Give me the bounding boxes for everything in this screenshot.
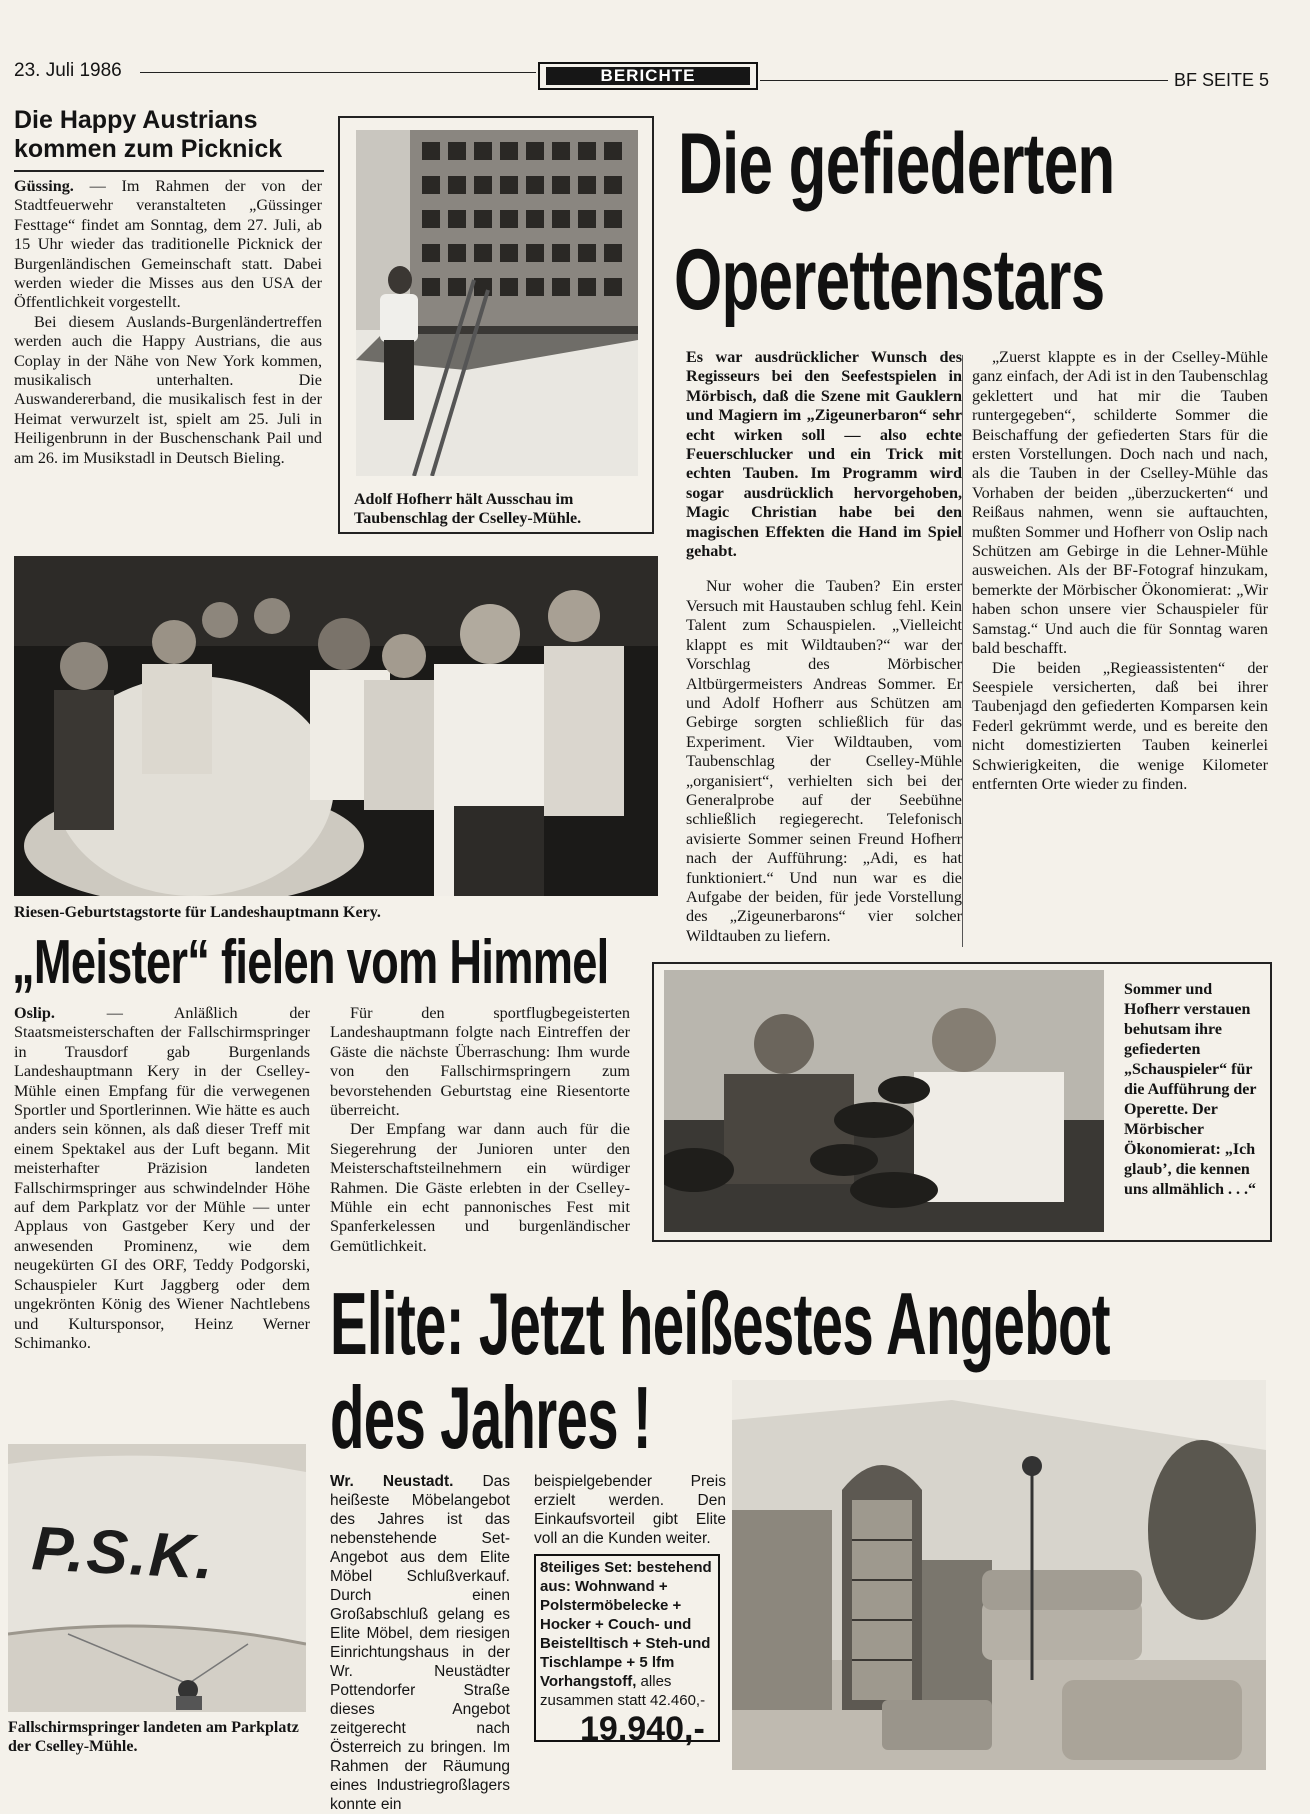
elite-offer-items: 8teiliges Set: bestehend aus: Wohnwand + Polstermöbelecke + Hocker + Couch- und Beistelltisch + Steh-und Tischlampe + 5 lfm Vorhangstoff, [540, 1559, 712, 1690]
tauben-column-rule [962, 355, 963, 947]
elite-col-2 [534, 1472, 726, 1548]
picknick-rule [14, 170, 324, 172]
tauben-headline-1: Die gefiederten [678, 116, 1115, 212]
tauben-headline-2: Operettenstars [674, 232, 1105, 328]
meister-headline: „Meister“ fielen vom Himmel [12, 928, 609, 997]
meister-p3: Der Empfang war dann auch für die Siegerehrung der Junioren unter den Meisterschaftsteilnehmern ein würdiger Rahmen. Die Gäste erlebten in der Cselley-Mühle ein echt pannonisches Fest mit Spanferkelessen und burgenländischer Gemütlichkeit. [330, 1120, 630, 1255]
picknick-body [14, 177, 322, 468]
meister-dateline: Oslip. [14, 1004, 55, 1022]
issue-date: 23. Juli 1986 [14, 60, 122, 81]
elite-headline-2: des Jahres ! [330, 1368, 652, 1467]
section-box [538, 62, 758, 90]
picknick-p2: Bei diesem Auslands-Burgenländertreffen werden auch die Happy Austrians, die aus Coplay in der Nähe von New York kommen, musikalisch unterhalten. Die Auswandererband, die musikalisch fest in der Heimat verwurzelt ist, spielt am 25. Juli in Heiligenbrunn in der Buschenschank Pail und am 26. im Musikstadl in Deutsch Bieling. [14, 312, 322, 467]
picknick-headline: Die Happy Austrians kommen zum Picknick [14, 106, 283, 163]
psk-banner-text: P.S.K. [30, 1514, 217, 1593]
meister-p1: — Anläßlich der Staatsmeisterschaften der Fallschirmspringer in Trausdorf gab Burgenlands Landeshauptmann Kery in der Cselley-Mühle einen Empfang für die verwegenen Sportler und Sportlerinnen. Wie hätte es auch anders sein können, als daß dieser Treff mit einem Spektakel aus der Luft begann. Mit meisterhafter Präzision landeten Fallschirmspringer aus schwindelnder Höhe auf dem Parkplatz vor der Mühle — unter Applaus von Gastgeber Kery und der anwesenden Prominenz, wie dem neugekürten GI des ORF, Teddy Podgorski, Schauspieler Kurt Jaggberg oder dem ungekrönten König des Wiener Nachtlebens und Kultursponsor, Heinz Werner Schimanko. [14, 1004, 310, 1352]
hofherr-caption: Adolf Hofherr hält Ausschau im Taubenschlag der Cselley-Mühle. [354, 491, 582, 527]
section-label: BERICHTE [546, 67, 750, 85]
meister-col-1 [14, 1004, 310, 1353]
tauben-col-2 [972, 348, 1268, 794]
tauben-p1: Nur woher die Tauben? Ein erster Versuch mit Haustauben schlug fehl. Kein Talent zum Schauspielen. „Vielleicht klappt es mit Wildtauben?“ war der Vorschlag des Mörbischer Altbürgermeisters Andreas Sommer. Er und Adolf Hofherr aus Schützen am Gebirge sorgten schließlich für das Experiment. Vier Wildtauben, vom Taubenschlag der Cselley-Mühle „organisiert“, verhielten sich bei der Generalprobe auf der Seebühne schließlich regiegerecht. Telefonisch avisierte Sommer seinen Freund Hofherr nach der Aufführung: „Adi, es hat funktioniert.“ Und nun war es die Aufgabe der beiden, für jede Vorstellung des „Zigeunerbarons“ vier solcher Wildtauben zu liefern. [686, 577, 962, 945]
sommer-caption: Sommer und Hofherr verstauen behutsam ihre gefiederten „Schauspieler“ für die Aufführung der Operette. Der Mörbischer Ökonomierat: „Ich glaub’, die kennen uns allmählich . . .“ [1124, 981, 1257, 1198]
header-rule-left [140, 72, 536, 73]
torte-photo [14, 556, 658, 896]
picknick-dateline: Güssing. [14, 177, 74, 195]
page-number: BF SEITE 5 [1174, 70, 1270, 90]
psk-caption: Fallschirmspringer landeten am Parkplatz der Cselley-Mühle. [8, 1719, 299, 1755]
header-rule-right [760, 80, 1168, 81]
elite-headline-1: Elite: Jetzt heißestes Angebot [330, 1274, 1110, 1373]
dovecote-photo [356, 130, 638, 476]
meister-col-2 [330, 1004, 630, 1256]
tauben-p3: Die beiden „Regieassistenten“ der Seespiele versicherten, daß bei ihrer Taubenjagd den gefiederten Komparsen kein Federl gekrümmt werde, und es bereite den nicht domestizierten Tauben keinerlei Schwierigkeiten, die wenige Kilometer entfernten Orte wieder zu finden. [972, 658, 1268, 793]
torte-caption: Riesen-Geburtstagstorte für Landeshauptmann Kery. [14, 904, 381, 921]
elite-p1: Das heißeste Möbelangebot des Jahres ist das nebenstehende Set-Angebot aus dem Elite Möbel Schlußverkauf. Durch einen Großabschluß gelang es Elite Möbel, dem riesigen Einrichtungshaus in der Wr. Neustädter Pottendorfer Straße dieses Angebot zeitgerecht nach Österreich zu bringen. Im Rahmen der Räumung eines Industriegroßlagers konnte ein [330, 1473, 511, 1813]
furniture-photo [732, 1380, 1266, 1770]
meister-p2: Für den sportflugbegeisterten Landeshauptmann folgte nach Eintreffen der Gäste die nächste Überraschung: Ihm wurde von den Fallschirmspringern zum bevorstehenden Geburtstag eine Riesentorte überreicht. [330, 1004, 630, 1120]
sommer-photo [664, 970, 1104, 1232]
elite-offer-tail: alles zusammen statt 42.460,- [540, 1673, 706, 1709]
elite-price: 19.940,- [580, 1710, 705, 1748]
elite-p2: beispielgebender Preis erzielt werden. Den Einkaufsvorteil gibt Elite voll an die Kunden weiter. [534, 1473, 726, 1547]
picknick-p1: — Im Rahmen der von der Stadtfeuerwehr veranstalteten „Güssinger Festtage“ findet am Sonntag, dem 27. Juli, ab 15 Uhr wieder das traditionelle Picknick der Burgenländischen Gemeinschaft statt. Dabei werden wieder die Misses aus den USA der Öffentlichkeit vorgestellt. [14, 177, 322, 312]
tauben-col-1 [686, 348, 962, 946]
tauben-lead: Es war ausdrücklicher Wunsch des Regisseurs bei den Seefestspielen in Mörbisch, daß die Szene mit Gauklern und Magiern im „Zigeunerbaron“ sehr echt wirken soll — also echte Feuerschlucker und ein Trick mit echten Tauben. Im Programm wird sogar ausdrücklich hervorgehoben, Magic Christian habe bei den magischen Effekten die Hand im Spiel gehabt. [686, 348, 962, 561]
elite-dateline: Wr. Neustadt. [330, 1473, 454, 1490]
tauben-p2: „Zuerst klappte es in der Cselley-Mühle ganz einfach, der Adi ist in den Taubenschlag geklettert und hat mir die Tauben runtergegeben“, schilderte Sommer die Beischaffung der gefiederten Stars für die ersten Vorstellungen. Doch nach und nach, als die Tauben in der Cselley-Mühle das Vorhaben der beiden „überzuckerten“ und Reißaus nahmen, wenn sie auftauchten, mußten Sommer und Hofherr von Oslip nach Schützen am Gebirge in die Lehner-Mühle ausweichen. Als der BF-Fotograf hinzukam, bemerkte der Mörbischer Ökonomierat: „Wir haben schon unsere vier Schauspieler für Samstag.“ Und auch die für Sonntag waren bald beschafft. [972, 348, 1268, 658]
elite-col-1 [330, 1472, 510, 1814]
